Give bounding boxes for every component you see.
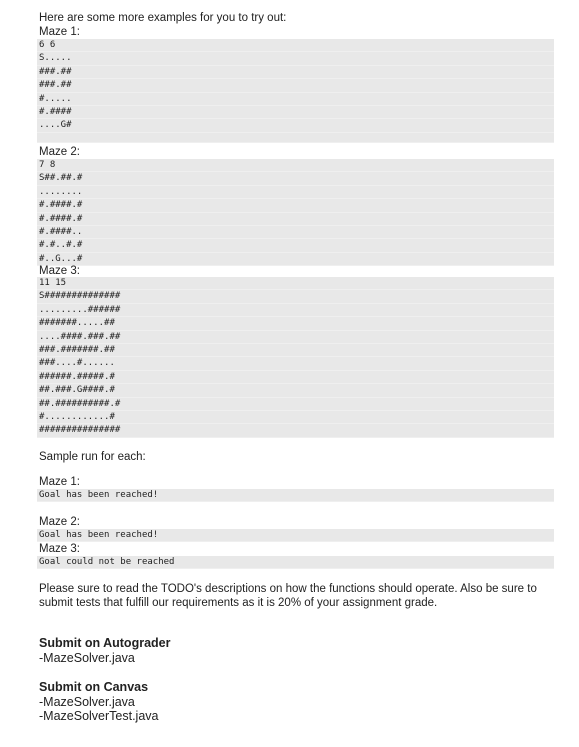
run-output-line: Goal has been reached! — [37, 529, 554, 542]
maze-line: #..... — [37, 93, 554, 106]
maze-line: #.####.# — [37, 213, 554, 226]
intro-text: Here are some more examples for you to try out: — [39, 12, 287, 24]
run-1-label: Maze 1: — [39, 476, 80, 488]
maze-line: ........ — [37, 186, 554, 199]
run-1-output — [37, 489, 554, 502]
canvas-heading: Submit on Canvas — [39, 680, 149, 694]
maze-line: 6 6 — [37, 39, 554, 52]
maze-blank-line — [37, 133, 554, 143]
maze-line: ##.##########.# — [37, 398, 554, 411]
maze-2-label: Maze 2: — [39, 146, 80, 158]
run-output-line: Goal could not be reached — [37, 556, 554, 569]
maze-line: #..G...# — [37, 253, 554, 266]
run-output-line: Goal has been reached! — [37, 489, 554, 502]
maze-line: #######.....## — [37, 317, 554, 330]
maze-line: ###.#######.## — [37, 344, 554, 357]
maze-line: ############### — [37, 424, 554, 437]
canvas-file: -MazeSolverTest.java — [39, 709, 159, 723]
autograder-file: -MazeSolver.java — [39, 651, 135, 665]
maze-line: .........###### — [37, 304, 554, 317]
maze-line: 11 15 — [37, 277, 554, 290]
maze-line: #.#### — [37, 106, 554, 119]
maze-line: #.####.# — [37, 199, 554, 212]
maze-line: #............# — [37, 411, 554, 424]
maze-2-code — [37, 159, 554, 266]
sample-run-heading: Sample run for each: — [39, 451, 146, 463]
run-2-label: Maze 2: — [39, 516, 80, 528]
maze-line: ##.###.G####.# — [37, 384, 554, 397]
maze-1-code — [37, 39, 554, 143]
maze-1-label: Maze 1: — [39, 26, 80, 38]
maze-line: ....####.###.## — [37, 331, 554, 344]
maze-line: ###....#...... — [37, 357, 554, 370]
instructions-note: Please sure to read the TODO's descriptions on how the functions should operate. Also be sure to submit tests that fulfill our requirements as it is 20% of your assignment grade. — [39, 583, 537, 609]
run-3-label: Maze 3: — [39, 543, 80, 555]
maze-line: S..... — [37, 52, 554, 65]
maze-3-label: Maze 3: — [39, 265, 80, 277]
canvas-file: -MazeSolver.java — [39, 695, 135, 709]
maze-line: S##.##.# — [37, 172, 554, 185]
maze-line: ######.#####.# — [37, 371, 554, 384]
maze-line: ....G# — [37, 119, 554, 132]
maze-3-code — [37, 277, 554, 438]
maze-line: ###.## — [37, 66, 554, 79]
run-3-output — [37, 556, 554, 569]
maze-line: #.#..#.# — [37, 239, 554, 252]
maze-line: S############## — [37, 290, 554, 303]
run-2-output — [37, 529, 554, 542]
maze-line: 7 8 — [37, 159, 554, 172]
maze-line: ###.## — [37, 79, 554, 92]
maze-line: #.####.. — [37, 226, 554, 239]
autograder-heading: Submit on Autograder — [39, 636, 171, 650]
